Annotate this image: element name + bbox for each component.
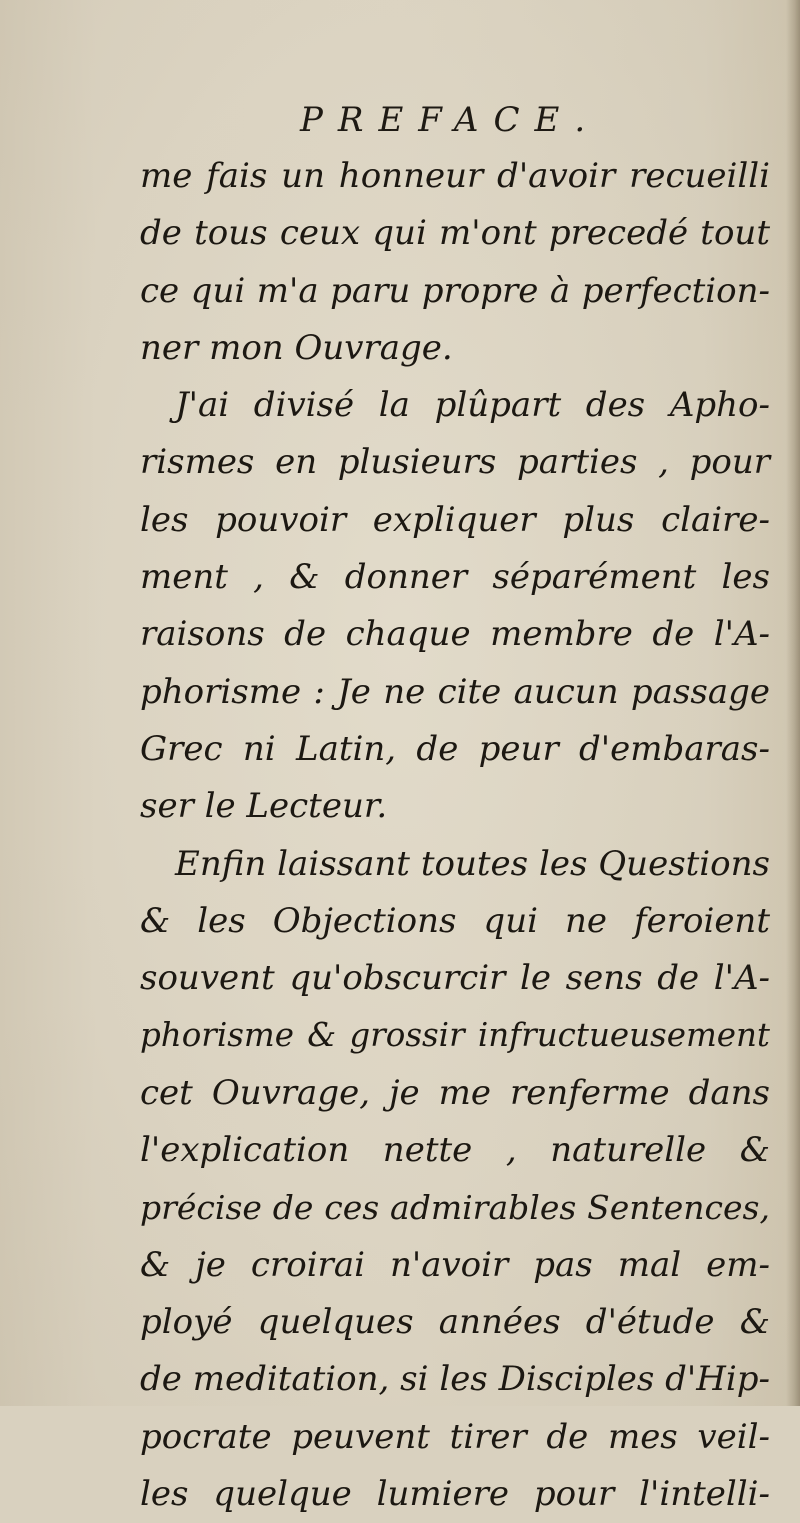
- text-line: de meditation, si les Disciples d'Hip-: [140, 1359, 770, 1400]
- text-line: & les Objections qui ne feroient: [140, 900, 770, 941]
- paragraph-first-line: Enfin laissant toutes les Questions: [175, 843, 770, 884]
- running-head: PREFACE.: [300, 100, 601, 140]
- text-line: les pouvoir expliquer plus claire-: [140, 499, 770, 540]
- text-line: ment , & donner séparément les: [140, 557, 770, 598]
- text-line: phorisme : Je ne cite aucun passage: [140, 671, 770, 712]
- paragraph-first-line: J'ai divisé la plûpart des Apho-: [175, 385, 770, 426]
- page-edge-shadow: [786, 0, 800, 1406]
- text-line: Grec ni Latin, de peur d'embaras-: [140, 728, 770, 769]
- text-line: cet Ouvrage, je me renferme dans: [140, 1072, 770, 1113]
- text-line: raisons de chaque membre de l'A-: [140, 614, 770, 655]
- text-line: de tous ceux qui m'ont precedé tout: [140, 213, 770, 254]
- text-line: précise de ces admirables Sentences,: [140, 1188, 770, 1228]
- text-line: ce qui m'a paru propre à perfection-: [140, 270, 770, 311]
- text-line: ser le Lecteur.: [140, 786, 388, 827]
- text-line: souvent qu'obscurcir le sens de l'A-: [140, 958, 770, 999]
- text-line: phorisme & grossir infructueusement: [140, 1016, 770, 1055]
- text-line: & je croirai n'avoir pas mal em-: [140, 1244, 770, 1285]
- text-line: l'explication nette , naturelle &: [140, 1130, 770, 1171]
- text-line: ner mon Ouvrage.: [140, 327, 453, 368]
- text-line: les quelque lumiere pour l'intelli-: [140, 1473, 770, 1514]
- text-line: ployé quelques années d'étude &: [140, 1301, 770, 1342]
- text-line: pocrate peuvent tirer de mes veil-: [140, 1416, 770, 1457]
- text-line: me fais un honneur d'avoir recueilli: [140, 156, 770, 196]
- text-line: rismes en plusieurs parties , pour: [140, 442, 770, 483]
- body-text: [140, 148, 770, 1523]
